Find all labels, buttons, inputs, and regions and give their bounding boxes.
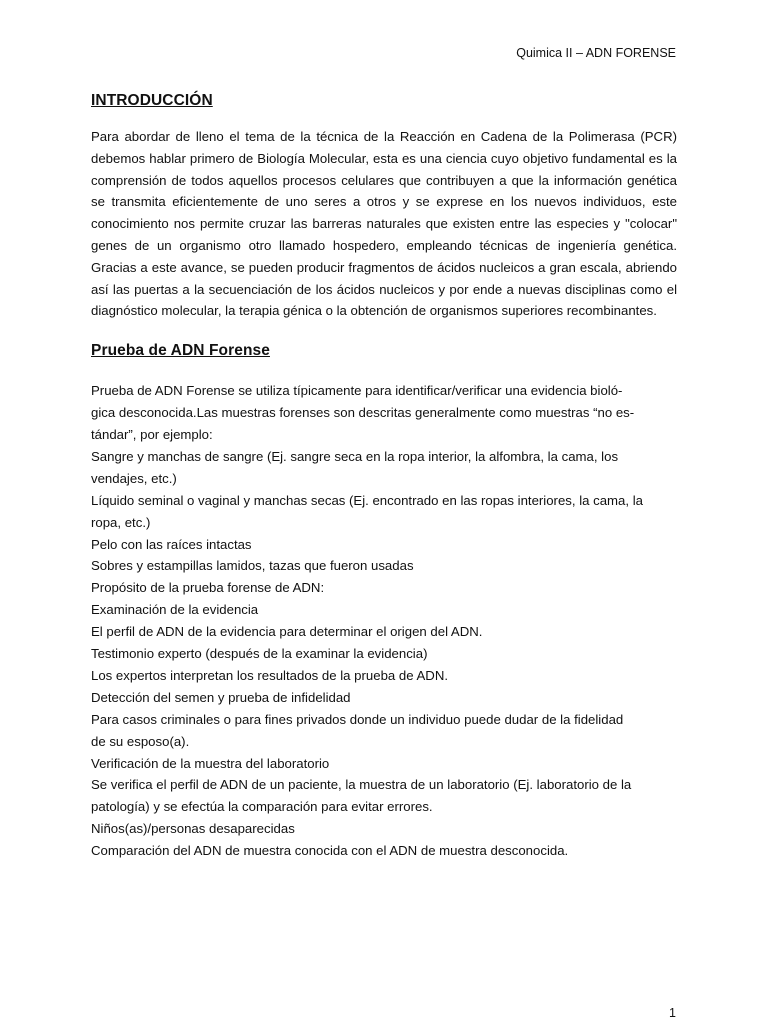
- body-line: Detección del semen y prueba de infidelidad: [91, 689, 351, 705]
- body-line: Propósito de la prueba forense de ADN:: [91, 580, 325, 596]
- forense-body: [91, 380, 677, 862]
- body-line: Niños(as)/personas desaparecidas: [91, 821, 295, 837]
- body-line: Verificación de la muestra del laboratorio: [91, 755, 330, 771]
- running-header: Quimica II – ADN FORENSE: [516, 46, 676, 60]
- body-line: Los expertos interpretan los resultados de la prueba de ADN.: [91, 667, 449, 683]
- body-line: Testimonio experto (después de la examinar la evidencia): [91, 646, 428, 662]
- body-line: Prueba de ADN Forense se utiliza típicamente para identificar/verificar una evidencia bioló-: [91, 383, 623, 399]
- body-line: Sobres y estampillas lamidos, tazas que fueron usadas: [91, 558, 414, 574]
- body-line: Se verifica el perfil de ADN de un paciente, la muestra de un laboratorio (Ej. laboratorio de la: [91, 777, 632, 793]
- body-line: El perfil de ADN de la evidencia para determinar el origen del ADN.: [91, 624, 483, 640]
- body-line: de su esposo(a).: [91, 733, 190, 749]
- body-line: gica desconocida.Las muestras forenses son descritas generalmente como muestras “no es-: [91, 405, 635, 421]
- body-line: ropa, etc.): [91, 514, 151, 530]
- body-line: Para casos criminales o para fines privados donde un individuo puede dudar de la fidelidad: [91, 711, 624, 727]
- body-line: Sangre y manchas de sangre (Ej. sangre seca en la ropa interior, la alfombra, la cama, los: [91, 448, 619, 464]
- body-line: tándar”, por ejemplo:: [91, 426, 213, 442]
- page-content: [91, 92, 677, 862]
- introduction-heading: INTRODUCCIÓN: [91, 92, 213, 109]
- body-line: Examinación de la evidencia: [91, 602, 259, 618]
- body-line: vendajes, etc.): [91, 470, 177, 486]
- forense-heading: Prueba de ADN Forense: [91, 342, 270, 360]
- page-number: 1: [669, 1006, 676, 1020]
- body-line: patología) y se efectúa la comparación para evitar errores.: [91, 799, 433, 815]
- introduction-paragraph: Para abordar de lleno el tema de la técnica de la Reacción en Cadena de la Polimerasa (PCR) debemos hablar primero de Biología Molecular, esta es una ciencia cuyo objetivo fundamental es la comprensión de todos aquellos procesos celulares que contribuyen a que la información genética se transmita eficientemente de uno seres a otros y se exprese en los nuevos individuos, este conocimiento nos permite cruzar las barreras naturales que existen entre las especies y "colocar" genes de un organismo otro llamado hospedero, empleando técnicas de ingeniería genética. Gracias a este avance, se pueden producir fragmentos de ácidos nucleicos a gran escala, abriendo así las puertas a la secuenciación de los ácidos nucleicos y por ende a nuevas disciplinas como el diagnóstico molecular, la terapia génica o la obtención de organismos superiores recombinantes.: [91, 129, 677, 319]
- body-line: Pelo con las raíces intactas: [91, 536, 252, 552]
- body-line: Líquido seminal o vaginal y manchas secas (Ej. encontrado en las ropas interiores, la cama, la: [91, 492, 643, 508]
- body-line: Comparación del ADN de muestra conocida con el ADN de muestra desconocida.: [91, 843, 569, 859]
